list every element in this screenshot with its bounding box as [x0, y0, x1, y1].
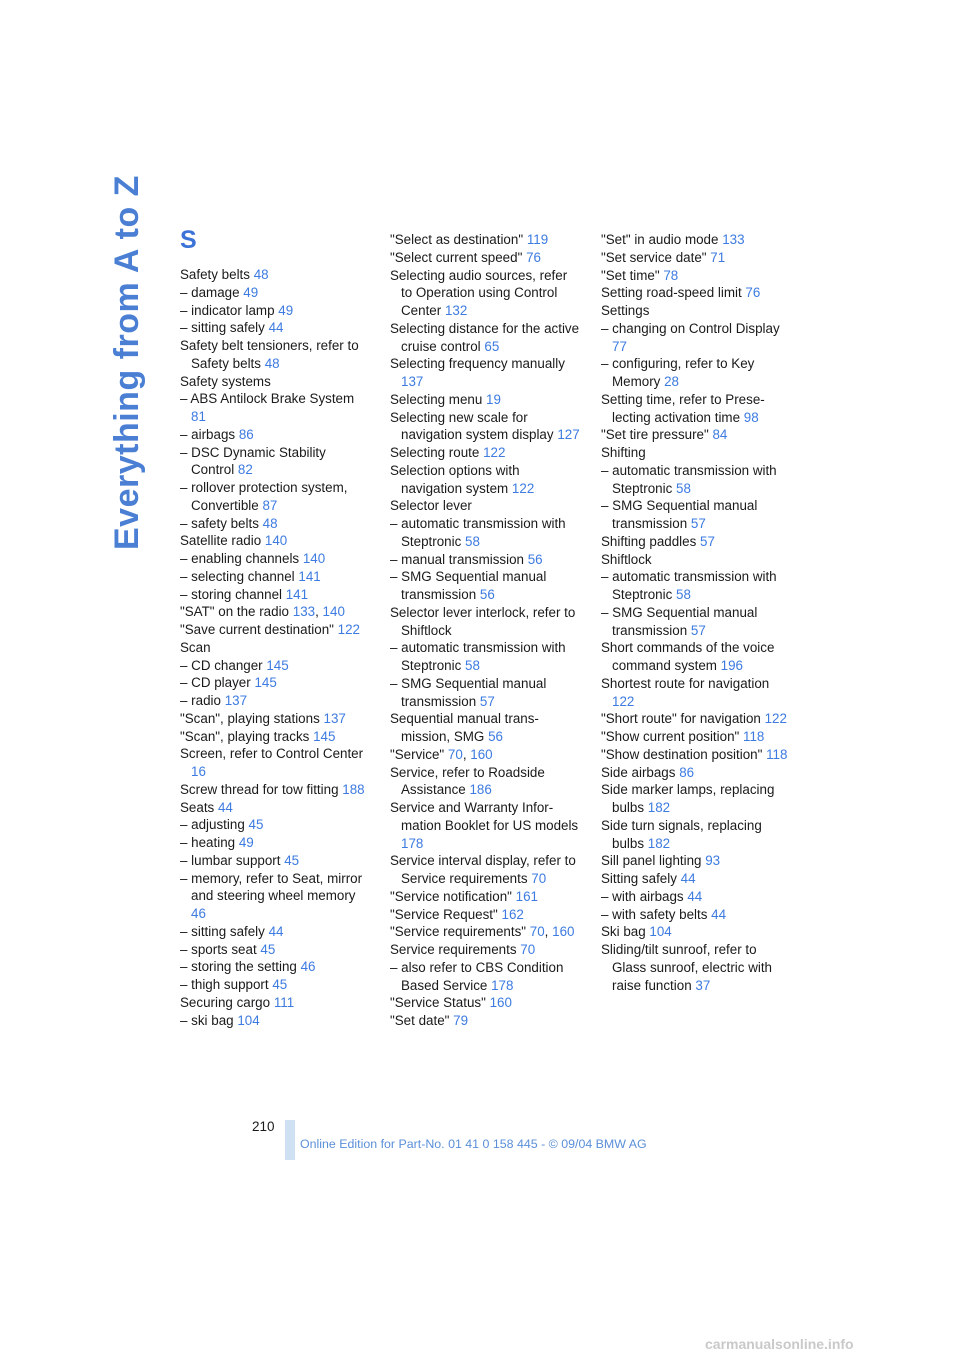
- page-link[interactable]: 127: [557, 427, 580, 443]
- index-entry-text: Screen, refer to Control Center: [180, 746, 364, 762]
- page-link[interactable]: 79: [453, 1013, 469, 1028]
- page-link[interactable]: 76: [526, 249, 541, 265]
- page-link[interactable]: 122: [511, 480, 535, 496]
- index-entry: [390, 1012, 580, 1030]
- index-entry: [390, 959, 580, 995]
- index-entry-text: – lumbar support: [180, 852, 281, 868]
- index-entry-text: Selection options with navigation system: [390, 462, 520, 496]
- index-entry: [390, 994, 580, 1012]
- index-entry: [390, 462, 580, 498]
- index-entry-text: Selecting menu: [390, 391, 483, 407]
- index-entry-text: "Scan", playing tracks: [180, 728, 310, 744]
- index-entry: [601, 462, 791, 498]
- index-entry: [390, 888, 580, 906]
- index-entry-text: – sports seat: [180, 941, 257, 957]
- index-entry: [601, 781, 791, 817]
- page-link[interactable]: 145: [254, 675, 277, 691]
- index-entry: [180, 781, 370, 799]
- index-entry-text: – heating: [180, 835, 236, 850]
- footer-bar: [285, 1120, 295, 1160]
- page-link[interactable]: 57: [690, 622, 706, 638]
- page-link[interactable]: 140: [264, 533, 288, 549]
- index-entry-text: Screw thread for tow fitting: [180, 781, 339, 797]
- page-link[interactable]: 65: [484, 338, 500, 354]
- page-link[interactable]: 119: [526, 232, 549, 247]
- index-entry: [390, 249, 580, 267]
- index-entry: [390, 267, 580, 320]
- page-link[interactable]: 182: [647, 835, 671, 851]
- page-link[interactable]: 118: [766, 746, 788, 762]
- index-entry-text: Scan: [180, 639, 211, 655]
- index-entry-text: – configuring, refer to Key Memory: [601, 356, 755, 389]
- index-entry-text: Settings: [601, 303, 650, 318]
- page-link[interactable]: 70: [531, 871, 547, 886]
- index-column-1: [180, 266, 370, 1029]
- index-entry-text: Sitting safely: [601, 871, 677, 886]
- page-link[interactable]: 111: [273, 994, 295, 1010]
- index-entry: [601, 249, 791, 267]
- index-entry-text: – safety belts: [180, 515, 259, 531]
- index-entry: [180, 532, 370, 550]
- index-entry-text: – SMG Sequential manual transmission: [601, 498, 758, 531]
- index-entry: [180, 816, 370, 834]
- index-entry-text: "Show current position": [601, 729, 740, 744]
- page-link[interactable]: 161: [515, 888, 538, 904]
- index-entry: [180, 728, 370, 746]
- page-number: 210: [252, 1119, 275, 1134]
- page-link[interactable]: 56: [479, 587, 495, 602]
- index-entry-text: Safety belt tensioners, refer to Safety belts: [180, 338, 359, 371]
- index-entry: [180, 390, 370, 426]
- page-link[interactable]: 137: [224, 693, 248, 708]
- index-entry: [601, 639, 791, 675]
- page-link[interactable]: 160: [470, 746, 493, 762]
- page-link[interactable]: 48: [253, 267, 269, 282]
- index-entry: [601, 746, 791, 764]
- index-entry-text: Selecting distance for the active cruise control: [390, 320, 580, 354]
- page-link[interactable]: 182: [647, 800, 671, 815]
- page-link[interactable]: 58: [676, 480, 691, 496]
- page-link[interactable]: 104: [237, 1012, 260, 1028]
- page-link[interactable]: 141: [285, 586, 309, 602]
- index-entry: [601, 231, 791, 249]
- page-link[interactable]: 70: [529, 924, 545, 940]
- page-link[interactable]: 58: [465, 658, 480, 673]
- index-entry-text: – changing on Control Display: [601, 320, 780, 336]
- page-link[interactable]: 82: [237, 462, 253, 478]
- index-entry: [180, 870, 370, 923]
- page-link[interactable]: 57: [479, 693, 495, 709]
- index-entry: [601, 284, 791, 302]
- page-link[interactable]: 46: [300, 959, 316, 975]
- index-entry-text: – ski bag: [180, 1012, 234, 1028]
- index-entry: [601, 302, 791, 320]
- page-link[interactable]: 49: [278, 302, 294, 318]
- page-link[interactable]: 45: [284, 852, 300, 868]
- index-entry: [180, 568, 370, 586]
- page-link[interactable]: 178: [401, 835, 424, 851]
- index-entry: [390, 391, 580, 409]
- page-link[interactable]: 70: [447, 746, 463, 762]
- index-entry: [601, 710, 791, 728]
- index-entry: [390, 675, 580, 711]
- page-link[interactable]: 86: [679, 764, 695, 780]
- index-entry-text: – CD changer: [180, 657, 263, 673]
- index-entry: [180, 799, 370, 817]
- index-entry-text: "Service": [390, 746, 445, 762]
- index-entry-text: – SMG Sequential manual transmission: [390, 569, 547, 602]
- page-link[interactable]: 93: [705, 853, 721, 869]
- footer-text: Online Edition for Part-No. 01 41 0 158 445 - © 09/04 BMW AG: [300, 1137, 647, 1151]
- index-entry: [601, 675, 791, 711]
- index-entry: [180, 515, 370, 533]
- index-entry-text: "Service Status": [390, 995, 486, 1011]
- index-entry: [601, 852, 791, 870]
- index-entry-text: "Scan", playing stations: [180, 710, 320, 726]
- index-entry-text: Service requirements: [390, 942, 517, 957]
- index-entry-text: Selector lever: [390, 498, 472, 514]
- index-entry-text: – also refer to CBS Condition Based Service: [390, 959, 564, 993]
- index-entry-text: – damage: [180, 284, 240, 300]
- index-entry-text: Sliding/tilt sunroof, refer to Glass sunroof, electric with raise function: [601, 942, 773, 993]
- index-entry-text: – memory, refer to Seat, mirror and steering wheel memory: [180, 870, 363, 904]
- index-entry-text: "Save current destination": [180, 622, 334, 637]
- index-entry-text: Safety systems: [180, 373, 271, 389]
- page-link[interactable]: 132: [444, 303, 468, 318]
- index-entry-text: Selector lever interlock, refer to Shiftlock: [390, 604, 576, 638]
- page-link[interactable]: 122: [612, 693, 635, 709]
- index-entry-text: Setting time, refer to Prese-lecting activation time: [601, 391, 765, 425]
- index-entry-text: – automatic transmission with Steptronic: [390, 640, 566, 673]
- index-entry: "SAT" on the radio 133, 140: [180, 604, 345, 620]
- index-entry: [180, 266, 370, 284]
- index-entry-text: Selecting route: [390, 445, 480, 460]
- index-entry-text: "Short route" for navigation: [601, 711, 761, 727]
- side-section-title: [108, 175, 148, 550]
- index-entry: [180, 674, 370, 692]
- index-entry: [180, 834, 370, 852]
- page-link[interactable]: 137: [401, 374, 424, 389]
- index-entry: [601, 497, 791, 533]
- index-entry-text: – selecting channel: [180, 568, 295, 584]
- index-entry: [601, 444, 791, 462]
- index-entry-text: "Select as destination": [390, 232, 524, 247]
- index-entry-text: – rollover protection system, Convertible: [180, 480, 348, 513]
- index-entry: [390, 710, 580, 746]
- index-entry-text: Selecting new scale for navigation system display: [390, 409, 554, 443]
- index-entry: [390, 320, 580, 356]
- index-entry: [180, 852, 370, 870]
- index-entry: [390, 764, 580, 800]
- index-entry-text: "Set" in audio mode: [601, 232, 719, 247]
- page-link[interactable]: 44: [711, 906, 727, 922]
- index-entry-text: – sitting safely: [180, 320, 265, 336]
- index-entry-text: Selecting audio sources, refer to Operation using Control Center: [390, 267, 568, 318]
- page-link[interactable]: 44: [687, 888, 703, 904]
- index-entry-text: Safety belts: [180, 267, 250, 282]
- page-link[interactable]: 57: [690, 516, 706, 531]
- index-entry-text: – DSC Dynamic Stability Control: [180, 444, 326, 478]
- page-link[interactable]: 98: [743, 409, 759, 425]
- index-entry: [180, 976, 370, 994]
- index-entry: [180, 1012, 370, 1030]
- page-link[interactable]: 45: [260, 941, 276, 957]
- index-entry: [180, 745, 370, 781]
- index-entry-text: Side airbags: [601, 764, 676, 780]
- index-entry-text: Satellite radio: [180, 533, 262, 549]
- index-entry-text: – CD player: [180, 675, 251, 691]
- index-entry-text: – automatic transmission with Steptronic: [390, 516, 566, 549]
- index-entry: [601, 817, 791, 853]
- index-entry-text: "Set service date": [601, 249, 707, 265]
- index-entry-text: – adjusting: [180, 817, 245, 833]
- index-entry: "Service requirements" 70, 160: [390, 924, 575, 940]
- index-entry: [601, 923, 791, 941]
- page-link[interactable]: 58: [676, 587, 691, 602]
- index-entry: [390, 444, 580, 462]
- page-link[interactable]: 140: [322, 604, 345, 620]
- page-link[interactable]: 104: [649, 924, 672, 940]
- index-entry: [180, 586, 370, 604]
- index-entry: [601, 320, 791, 356]
- index-entry: [390, 568, 580, 604]
- page-link[interactable]: 196: [720, 658, 743, 673]
- index-entry: [180, 639, 370, 657]
- index-entry: [601, 941, 791, 994]
- page-link[interactable]: 86: [238, 426, 254, 442]
- index-entry-text: "Service notification": [390, 888, 512, 904]
- page-link[interactable]: 133: [292, 604, 316, 620]
- index-entry-text: – enabling channels: [180, 551, 300, 566]
- index-entry-text: Shifting: [601, 445, 646, 460]
- index-entry: [180, 710, 370, 728]
- page-link[interactable]: 49: [243, 284, 259, 300]
- index-entry-text: Side marker lamps, replacing bulbs: [601, 782, 775, 815]
- index-entry: [390, 852, 580, 888]
- index-entry: [390, 551, 580, 569]
- page-link[interactable]: 16: [191, 764, 206, 779]
- index-entry-text: "Set date": [390, 1013, 450, 1028]
- page-link[interactable]: 56: [488, 729, 503, 744]
- index-entry-text: Service and Warranty Infor-mation Booklet for US models: [390, 800, 579, 833]
- index-entry-text: Service, refer to Roadside Assistance: [390, 764, 545, 798]
- index-entry-text: "Select current speed": [390, 249, 523, 265]
- index-entry-text: Shifting paddles: [601, 533, 697, 549]
- index-entry: [180, 284, 370, 302]
- page-link[interactable]: 44: [217, 799, 233, 815]
- index-column-2: [390, 231, 580, 1030]
- index-entry: [390, 906, 580, 924]
- index-entry-text: Seats: [180, 799, 215, 815]
- page-link[interactable]: 87: [262, 497, 278, 513]
- index-entry: [601, 391, 791, 427]
- index-entry-text: – with safety belts: [601, 906, 708, 922]
- index-entry-text: Shortest route for navigation: [601, 675, 770, 691]
- page-link[interactable]: 133: [722, 232, 745, 247]
- index-entry: [180, 994, 370, 1012]
- index-entry-text: Setting road-speed limit: [601, 285, 742, 301]
- page-link[interactable]: 48: [264, 355, 280, 371]
- index-entry-text: – airbags: [180, 426, 236, 442]
- index-entry: [390, 497, 580, 515]
- page-link[interactable]: 76: [745, 285, 761, 301]
- index-entry-text: – manual transmission: [390, 551, 524, 567]
- index-entry: [601, 533, 791, 551]
- page-link[interactable]: 118: [743, 729, 765, 744]
- page-link[interactable]: 48: [262, 515, 278, 531]
- page-link[interactable]: 84: [712, 427, 728, 443]
- index-entry: [180, 550, 370, 568]
- index-entry: [180, 444, 370, 480]
- index-entry-text: Side turn signals, replacing bulbs: [601, 817, 762, 851]
- index-entry: [390, 409, 580, 445]
- index-entry: [601, 355, 791, 391]
- page-link[interactable]: 188: [342, 781, 365, 797]
- index-entry: "Service" 70, 160: [390, 746, 493, 762]
- index-entry: [601, 426, 791, 444]
- page-link[interactable]: 81: [191, 409, 206, 424]
- index-entry: [180, 958, 370, 976]
- page-link[interactable]: 49: [238, 835, 254, 850]
- page-link[interactable]: 37: [695, 977, 711, 993]
- page-link[interactable]: 46: [191, 906, 206, 921]
- page-link[interactable]: 145: [266, 657, 289, 673]
- page-link[interactable]: 78: [663, 267, 679, 283]
- index-entry-text: "Show destination position": [601, 746, 763, 762]
- index-entry-text: Shiftlock: [601, 551, 652, 567]
- index-entry: [180, 302, 370, 320]
- page-link[interactable]: 57: [700, 533, 715, 549]
- index-entry-text: – storing the setting: [180, 959, 297, 975]
- index-entry: [390, 941, 580, 959]
- page-link[interactable]: 28: [664, 374, 679, 389]
- index-entry-text: – sitting safely: [180, 923, 265, 939]
- index-entry: [180, 373, 370, 391]
- page-link[interactable]: 44: [680, 871, 696, 886]
- index-entry-text: – thigh support: [180, 977, 269, 992]
- index-entry: [180, 337, 370, 373]
- page-link[interactable]: 186: [469, 782, 492, 798]
- page-link[interactable]: 145: [313, 728, 336, 744]
- page-link[interactable]: 70: [520, 942, 536, 957]
- page-link[interactable]: 44: [268, 923, 284, 939]
- page-link[interactable]: 141: [298, 568, 321, 584]
- page-link[interactable]: 122: [337, 622, 360, 637]
- index-entry: [601, 764, 791, 782]
- index-entry: [601, 568, 791, 604]
- section-letter: S: [180, 226, 197, 254]
- page-link[interactable]: 137: [323, 710, 346, 726]
- index-entry: [390, 604, 580, 640]
- index-entry: [180, 692, 370, 710]
- page-link[interactable]: 178: [491, 977, 514, 993]
- page-link[interactable]: 160: [552, 924, 575, 940]
- index-entry: [601, 728, 791, 746]
- page-link[interactable]: 122: [764, 711, 787, 727]
- index-entry-text: Sequential manual trans-mission, SMG: [390, 711, 539, 744]
- index-entry-text: Ski bag: [601, 924, 646, 940]
- index-entry: [180, 923, 370, 941]
- index-entry: [390, 515, 580, 551]
- page-link[interactable]: 162: [501, 906, 524, 922]
- index-entry: [390, 231, 580, 249]
- index-entry: [601, 906, 791, 924]
- index-entry-text: "SAT" on the radio: [180, 604, 290, 620]
- page-link[interactable]: 160: [489, 995, 512, 1011]
- index-entry-text: Short commands of the voice command system: [601, 640, 775, 673]
- index-entry: [601, 267, 791, 285]
- index-entry: [390, 799, 580, 852]
- page-link[interactable]: 58: [465, 533, 480, 549]
- side-title-text: Everything from A to Z: [108, 175, 146, 550]
- index-entry: [180, 941, 370, 959]
- index-entry-text: – SMG Sequential manual transmission: [390, 675, 547, 709]
- watermark: carmanualsonline.info: [705, 1336, 854, 1352]
- index-entry-text: "Service Request": [390, 906, 498, 922]
- index-entry: [180, 479, 370, 515]
- index-entry: [601, 604, 791, 640]
- page-link[interactable]: 45: [272, 977, 288, 992]
- page-link[interactable]: 71: [710, 249, 726, 265]
- page-link[interactable]: 19: [486, 391, 501, 407]
- index-entry-text: "Service requirements": [390, 924, 527, 940]
- index-entry-text: – storing channel: [180, 586, 282, 602]
- index-entry: [601, 551, 791, 569]
- index-entry-text: – SMG Sequential manual transmission: [601, 604, 758, 638]
- index-entry: [390, 355, 580, 391]
- index-entry-text: – indicator lamp: [180, 302, 275, 318]
- index-entry: [601, 888, 791, 906]
- page-link[interactable]: 56: [527, 551, 543, 567]
- index-entry: [180, 657, 370, 675]
- index-entry-text: Sill panel lighting: [601, 853, 702, 869]
- page-link[interactable]: 45: [248, 817, 264, 833]
- index-entry-text: Selecting frequency manually: [390, 356, 565, 372]
- page-link[interactable]: 140: [302, 551, 326, 566]
- index-entry-text: Service interval display, refer to Service requirements: [390, 853, 576, 886]
- index-entry: [180, 319, 370, 337]
- page-link[interactable]: 122: [483, 445, 506, 460]
- page-link[interactable]: 77: [612, 338, 627, 354]
- index-column-3: [601, 231, 791, 994]
- index-entry-text: – with airbags: [601, 888, 684, 904]
- index-entry: [601, 870, 791, 888]
- index-entry-text: – automatic transmission with Steptronic: [601, 462, 777, 496]
- index-entry-text: Securing cargo: [180, 994, 271, 1010]
- index-entry: [390, 639, 580, 675]
- index-entry-text: – ABS Antilock Brake System: [180, 391, 355, 407]
- index-entry-text: – radio: [180, 693, 221, 708]
- page-link[interactable]: 44: [268, 320, 284, 336]
- index-entry: [180, 426, 370, 444]
- index-entry-text: "Set tire pressure": [601, 427, 709, 443]
- index-entry: [180, 621, 370, 639]
- index-entry-text: "Set time": [601, 267, 660, 283]
- index-entry-text: – automatic transmission with Steptronic: [601, 569, 777, 602]
